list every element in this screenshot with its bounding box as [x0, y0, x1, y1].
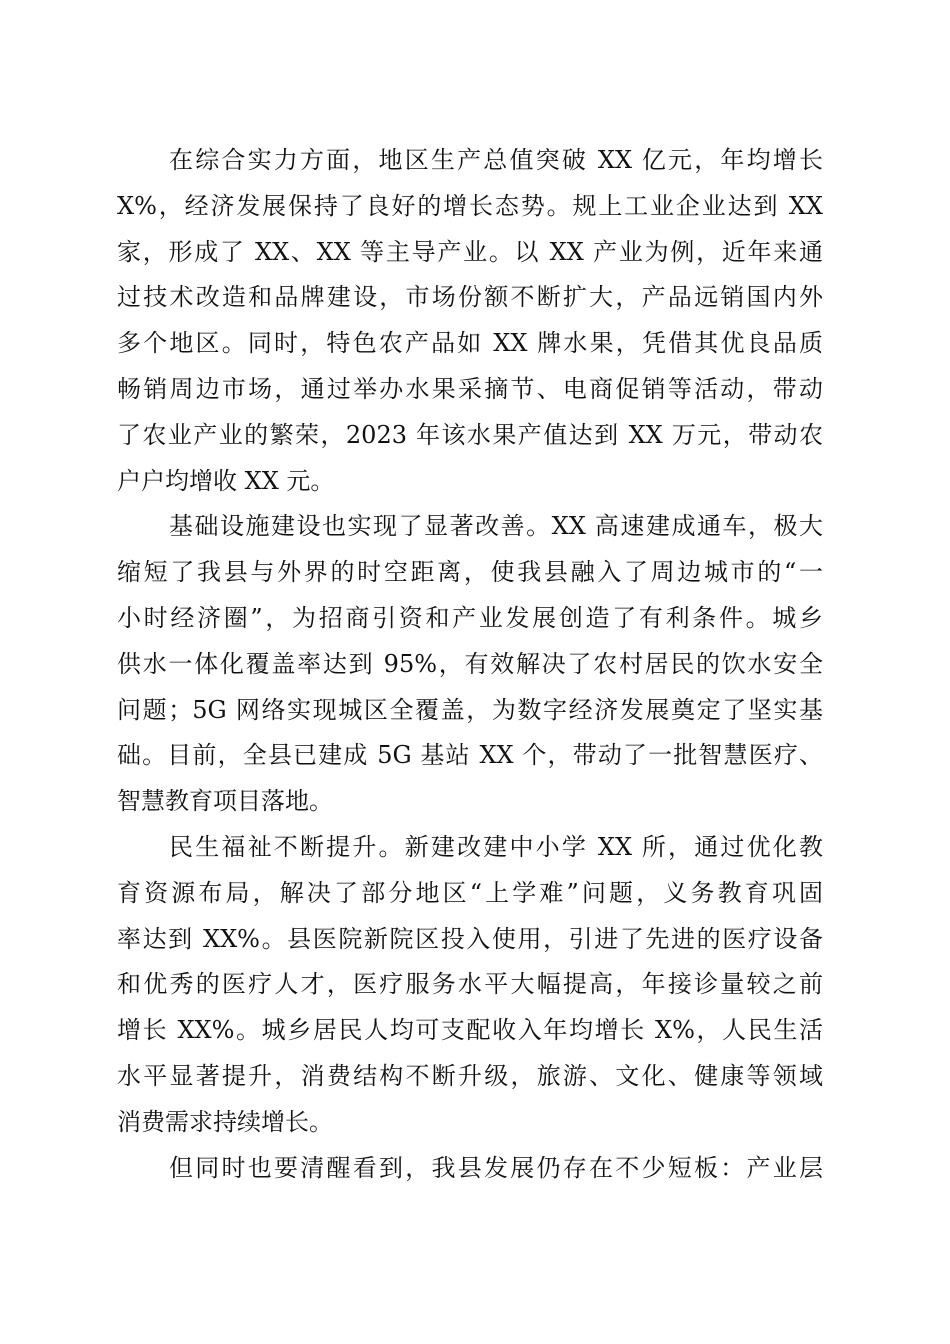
paragraph-line: 育资源布局，解决了部分地区“上学难”问题，义务教育巩固 — [117, 878, 823, 907]
paragraph-line: 畅销周边市场，通过举办水果采摘节、电商促销等活动，带动 — [117, 374, 823, 403]
paragraph-shortcomings — [117, 1146, 823, 1192]
paragraph-line: 缩短了我县与外界的时空距离，使我县融入了周边城市的“一 — [117, 558, 823, 587]
paragraph-comprehensive-strength — [117, 138, 823, 504]
paragraph-line: 和优秀的医疗人才，医疗服务水平大幅提高，年接诊量较之前 — [117, 970, 823, 999]
paragraph-infrastructure — [117, 504, 823, 825]
paragraph-livelihood — [117, 825, 823, 1146]
paragraph-line: 户户均增收 XX 元。 — [117, 466, 335, 495]
paragraph-line: 过技术改造和品牌建设，市场份额不断扩大，产品远销国内外 — [117, 283, 823, 312]
paragraph-line: X%，经济发展保持了良好的增长态势。规上工业企业达到 XX — [117, 191, 823, 220]
paragraph-line: 小时经济圈”，为招商引资和产业发展创造了有利条件。城乡 — [117, 603, 823, 632]
paragraph-line: 问题；5G 网络实现城区全覆盖，为数字经济发展奠定了坚实基 — [117, 695, 823, 724]
paragraph-line: 基础设施建设也实现了显著改善。XX 高速建成通车，极大 — [169, 512, 823, 541]
paragraph-line: 在综合实力方面，地区生产总值突破 XX 亿元，年均增长 — [169, 146, 823, 174]
paragraph-line: 率达到 XX%。县医院新院区投入使用，引进了先进的医疗设备 — [117, 924, 823, 953]
paragraph-line: 水平显著提升，消费结构不断升级，旅游、文化、健康等领域 — [117, 1061, 823, 1090]
paragraph-line: 多个地区。同时，特色农产品如 XX 牌水果，凭借其优良品质 — [117, 329, 823, 358]
paragraph-line: 了农业产业的繁荣，2023 年该水果产值达到 XX 万元，带动农 — [117, 420, 823, 449]
paragraph-line: 智慧教育项目落地。 — [117, 787, 333, 816]
paragraph-line: 但同时也要清醒看到，我县发展仍存在不少短板：产业层 — [169, 1153, 823, 1182]
paragraph-line: 供水一体化覆盖率达到 95%，有效解决了农村居民的饮水安全 — [117, 649, 823, 678]
paragraph-line: 础。目前，全县已建成 5G 基站 XX 个，带动了一批智慧医疗、 — [117, 741, 823, 770]
paragraph-line: 消费需求持续增长。 — [117, 1107, 333, 1136]
paragraph-line: 民生福祉不断提升。新建改建中小学 XX 所，通过优化教 — [169, 832, 823, 861]
paragraph-line: 家，形成了 XX、XX 等主导产业。以 XX 产业为例，近年来通 — [117, 237, 823, 266]
paragraph-line: 增长 XX%。城乡居民人均可支配收入年均增长 X%，人民生活 — [117, 1016, 823, 1045]
document-body — [117, 138, 823, 1191]
